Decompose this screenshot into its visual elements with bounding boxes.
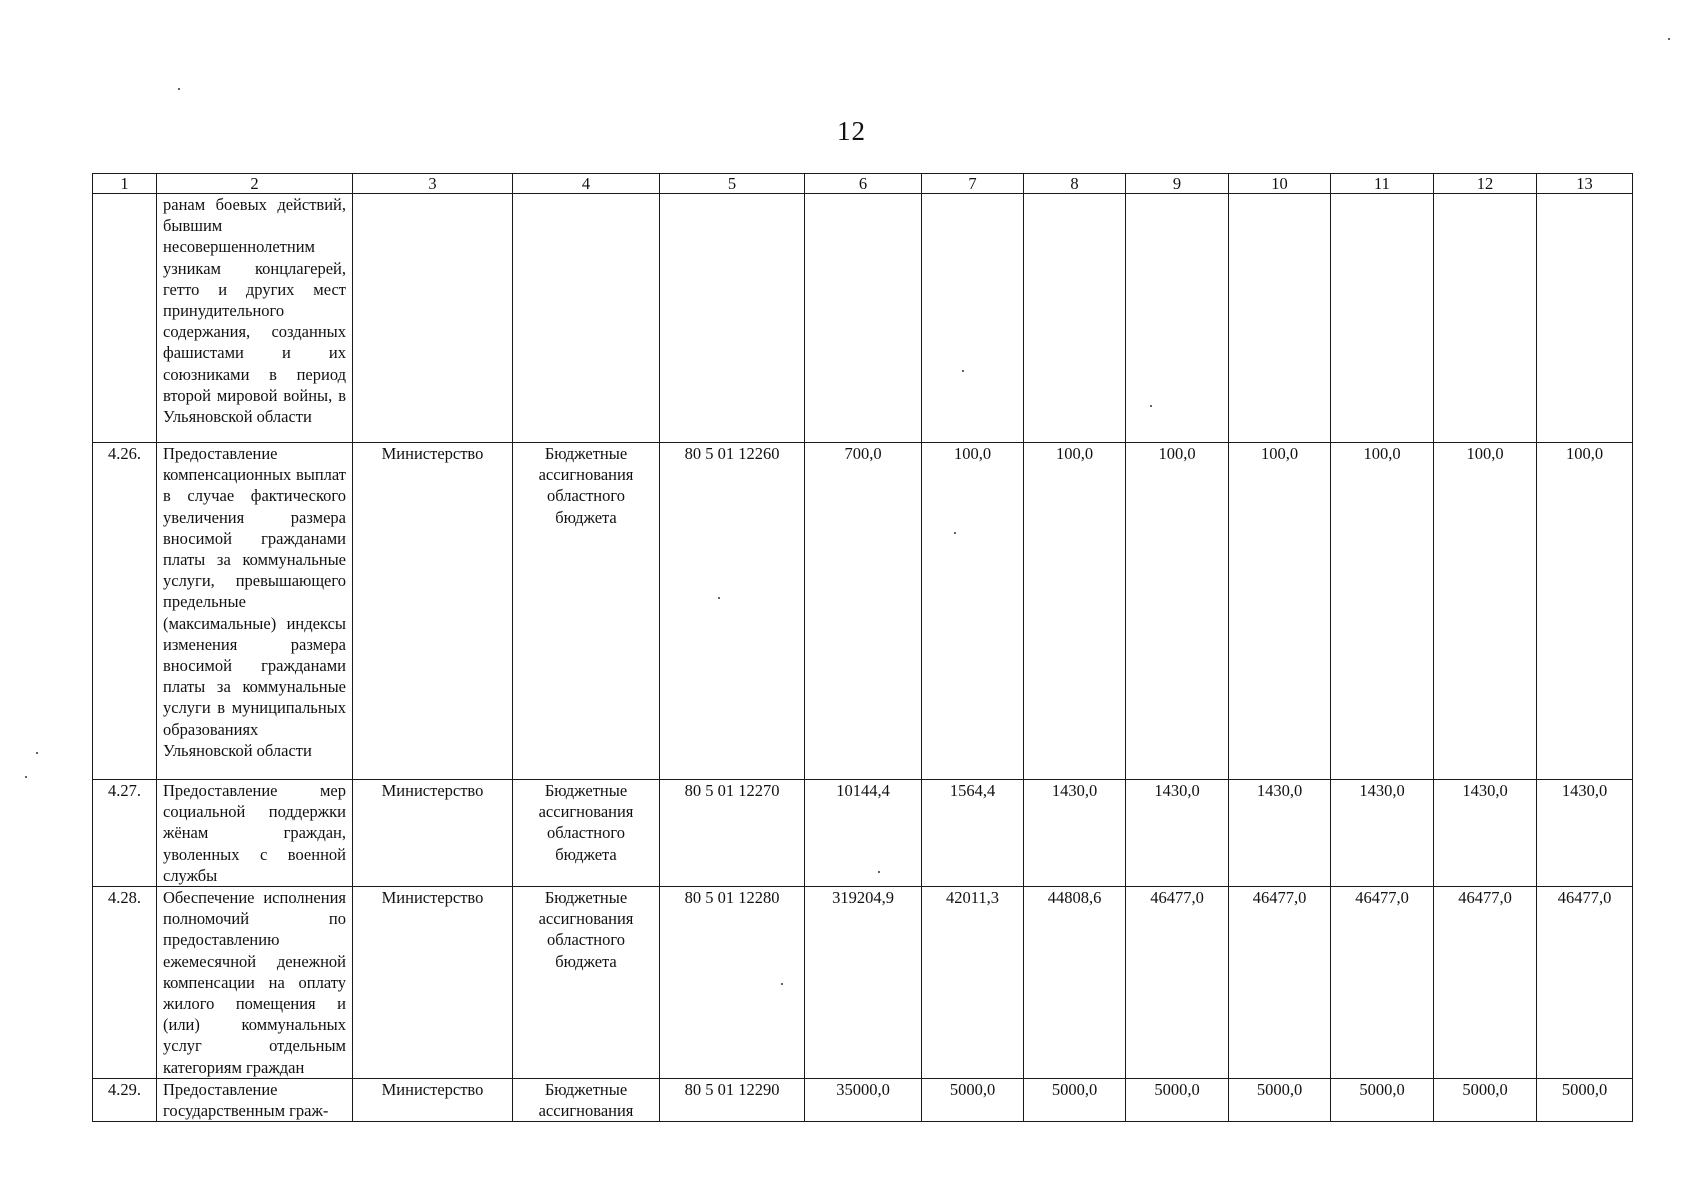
column-header: 8	[1024, 174, 1126, 194]
row-executor: Министерство	[353, 780, 513, 887]
row-budget-code: 80 5 01 12280	[660, 887, 805, 1079]
row-year-value	[1331, 194, 1434, 443]
row-year-value: 100,0	[1024, 443, 1126, 780]
row-year-value: 46477,0	[1331, 887, 1434, 1079]
row-year-value: 100,0	[1537, 443, 1633, 780]
row-funding-source: Бюджетные ассигнования областного бюджета	[513, 887, 660, 1079]
scan-speck	[36, 752, 38, 754]
row-year-value: 1430,0	[1434, 780, 1537, 887]
row-funding-source	[513, 194, 660, 443]
row-description: Предоставление государственным граж-	[157, 1078, 353, 1121]
column-header: 10	[1229, 174, 1331, 194]
row-description: ранам боевых действий, бывшим несовершеннолетним узникам концлагерей, гетто и других мест принудительного содержания, созданных фашистами и их союзниками в период второй мировой войны, в Ульяновской области	[157, 194, 353, 443]
row-number: 4.28.	[93, 887, 157, 1079]
row-year-value: 46477,0	[1537, 887, 1633, 1079]
row-number: 4.27.	[93, 780, 157, 887]
column-header: 5	[660, 174, 805, 194]
column-header: 4	[513, 174, 660, 194]
column-header: 7	[922, 174, 1024, 194]
row-year-value: 1564,4	[922, 780, 1024, 887]
scan-speck	[178, 88, 180, 90]
scan-speck	[718, 597, 720, 599]
row-total: 319204,9	[805, 887, 922, 1079]
row-year-value: 5000,0	[922, 1078, 1024, 1121]
row-year-value: 100,0	[1126, 443, 1229, 780]
row-budget-code	[660, 194, 805, 443]
row-total: 35000,0	[805, 1078, 922, 1121]
row-year-value: 100,0	[1434, 443, 1537, 780]
row-year-value: 46477,0	[1229, 887, 1331, 1079]
scan-speck	[878, 871, 880, 873]
row-year-value	[922, 194, 1024, 443]
table-row	[93, 887, 1633, 1079]
row-year-value: 44808,6	[1024, 887, 1126, 1079]
row-year-value: 5000,0	[1331, 1078, 1434, 1121]
row-funding-source: Бюджетные ассигнования областного бюджета	[513, 780, 660, 887]
column-header: 12	[1434, 174, 1537, 194]
row-year-value: 100,0	[1229, 443, 1331, 780]
row-funding-source: Бюджетные ассигнования	[513, 1078, 660, 1121]
table-row	[93, 443, 1633, 780]
column-header: 6	[805, 174, 922, 194]
row-year-value: 1430,0	[1229, 780, 1331, 887]
row-number	[93, 194, 157, 443]
row-year-value: 5000,0	[1229, 1078, 1331, 1121]
row-description: Обеспечение исполнения полномочий по предоставлению ежемесячной денежной компенсации на оплату жилого помещения и (или) коммунальных услуг отдельным категориям граждан	[157, 887, 353, 1079]
column-header: 11	[1331, 174, 1434, 194]
row-description: Предоставление мер социальной поддержки жёнам граждан, уволенных с военной службы	[157, 780, 353, 887]
row-year-value	[1537, 194, 1633, 443]
row-year-value: 46477,0	[1126, 887, 1229, 1079]
scan-speck	[962, 370, 964, 372]
column-header: 3	[353, 174, 513, 194]
row-year-value: 5000,0	[1024, 1078, 1126, 1121]
row-year-value	[1229, 194, 1331, 443]
row-year-value: 1430,0	[1331, 780, 1434, 887]
row-executor: Министерство	[353, 1078, 513, 1121]
row-budget-code: 80 5 01 12290	[660, 1078, 805, 1121]
row-description: Предоставление компенсационных выплат в случае фактического увеличения размера вносимой гражданами платы за коммунальные услуги, превышающего предельные (максимальные) индексы изменения размера вносимой гражданами платы за коммунальные услуги в муниципальных образованиях Ульяновской области	[157, 443, 353, 780]
row-executor	[353, 194, 513, 443]
scan-speck	[1150, 405, 1152, 407]
row-total: 700,0	[805, 443, 922, 780]
scan-speck	[954, 532, 956, 534]
row-total	[805, 194, 922, 443]
table-row	[93, 194, 1633, 443]
scan-speck	[25, 776, 27, 778]
row-budget-code: 80 5 01 12260	[660, 443, 805, 780]
row-year-value: 5000,0	[1537, 1078, 1633, 1121]
row-year-value: 46477,0	[1434, 887, 1537, 1079]
column-header: 2	[157, 174, 353, 194]
row-budget-code: 80 5 01 12270	[660, 780, 805, 887]
row-year-value: 1430,0	[1537, 780, 1633, 887]
row-year-value	[1024, 194, 1126, 443]
row-year-value	[1434, 194, 1537, 443]
column-header: 1	[93, 174, 157, 194]
row-executor: Министерство	[353, 887, 513, 1079]
column-header: 13	[1537, 174, 1633, 194]
column-number-row	[93, 174, 1633, 194]
row-year-value: 1430,0	[1024, 780, 1126, 887]
table-row	[93, 780, 1633, 887]
program-table	[92, 173, 1633, 1122]
row-year-value: 5000,0	[1126, 1078, 1229, 1121]
row-funding-source: Бюджетные ассигнования областного бюджета	[513, 443, 660, 780]
row-year-value	[1126, 194, 1229, 443]
page-number: 12	[837, 116, 866, 146]
row-year-value: 5000,0	[1434, 1078, 1537, 1121]
scan-speck	[1668, 38, 1670, 40]
table-row	[93, 1078, 1633, 1121]
row-executor: Министерство	[353, 443, 513, 780]
column-header: 9	[1126, 174, 1229, 194]
row-year-value: 42011,3	[922, 887, 1024, 1079]
row-total: 10144,4	[805, 780, 922, 887]
row-year-value: 100,0	[922, 443, 1024, 780]
row-number: 4.29.	[93, 1078, 157, 1121]
row-year-value: 1430,0	[1126, 780, 1229, 887]
row-number: 4.26.	[93, 443, 157, 780]
scan-speck	[781, 983, 783, 985]
row-year-value: 100,0	[1331, 443, 1434, 780]
